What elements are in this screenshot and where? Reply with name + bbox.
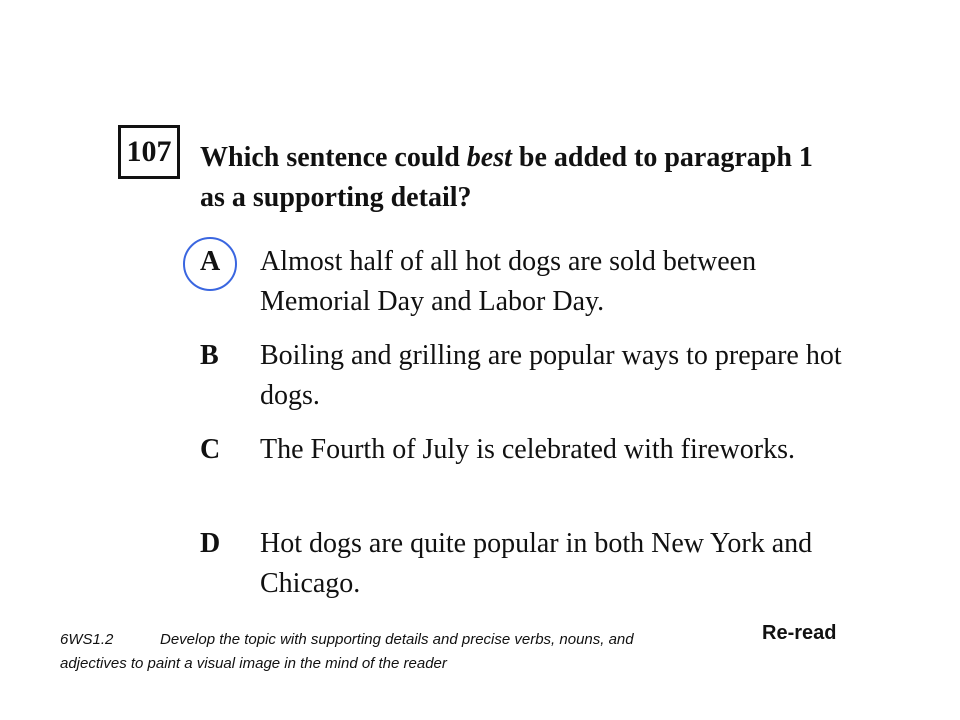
choice-letter: A: [200, 246, 221, 277]
choice-letter: C: [200, 434, 221, 465]
choice-text: Hot dogs are quite popular in both New York and Chicago.: [260, 528, 813, 599]
standard-description: Develop the topic with supporting details and precise verbs, nouns, and adjectives to paint a visual image in the mind of the reader: [60, 631, 634, 672]
standard-note: [60, 628, 680, 676]
standard-code: 6WS1.2: [60, 631, 114, 648]
question-text-before: Which sentence could: [200, 142, 467, 173]
choice-text: Boiling and grilling are popular ways to prepare hot dogs.: [260, 340, 842, 411]
strategy-label: Re-read: [762, 622, 837, 644]
choice-letter: D: [200, 528, 221, 559]
question-number-box: [118, 125, 180, 179]
question-prompt: [200, 138, 840, 218]
question-number: 107: [126, 135, 172, 168]
question-text-after: be added to paragraph 1 as a supporting detail?: [200, 142, 813, 213]
choice-text: Almost half of all hot dogs are sold between Memorial Day and Labor Day.: [260, 246, 757, 317]
choice-text: The Fourth of July is celebrated with fireworks.: [260, 434, 795, 465]
question-text-emphasis: best: [466, 142, 512, 173]
choice-letter: B: [200, 340, 219, 371]
